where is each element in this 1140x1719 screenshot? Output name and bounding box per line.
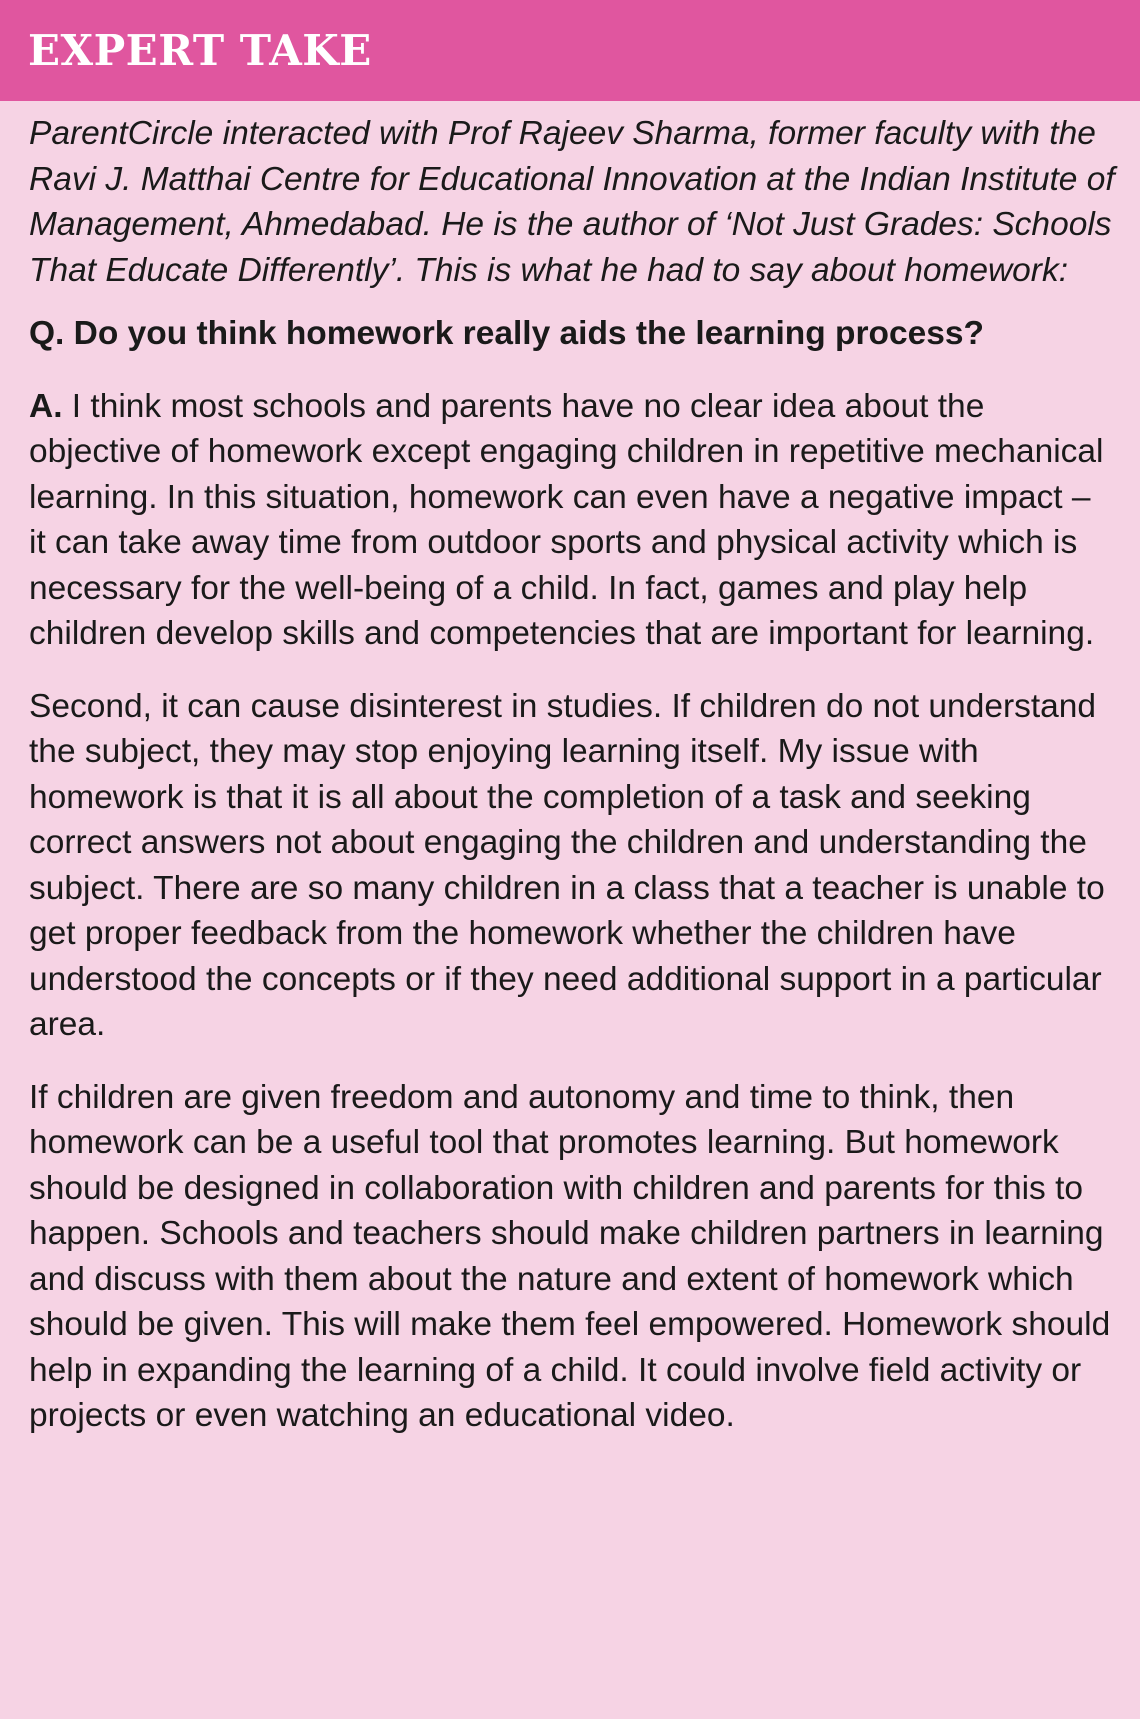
answer-prefix: A. [29,387,63,425]
answer-paragraph-3: If children are given freedom and autonomy and time to think, then homework can be a useful tool that promotes learning. But homework should be designed in collaboration with children and parents for this to happen. Schools and teachers should make children partners in learning and discuss with them about the nature and extent of homework which should be given. This will make them feel empowered. Homework should help in expanding the learning of a child. It could involve field activity or projects or even watching an educational video. [29,1078,1111,1434]
header-bar [0,0,1140,101]
intro-paragraph: ParentCircle interacted with Prof Rajeev Sharma, former faculty with the Ravi J. Matthai Centre for Educational Innovation at the Indian Institute of Management, Ahmedabad. He is the author of ‘Not Just Grades: Schools That Educate Differently’. This is what he had to say about homework: [29,115,1115,289]
answer-paragraph-1-text: I think most schools and parents have no clear idea about the objective of homework except engaging children in repetitive mechanical learning. In this situation, homework can even have a negative impact – it can take away time from outdoor sports and physical activity which is necessary for the well-being of a child. In fact, games and play help children develop skills and competencies that are important for learning. [29,387,1104,652]
article-content [0,101,1140,1439]
answer-paragraph-2: Second, it can cause disinterest in studies. If children do not understand the subject, they may stop enjoying learning itself. My issue with homework is that it is all about the completion of a task and seeking correct answers not about engaging the children and understanding the subject. There are so many children in a class that a teacher is unable to get proper feedback from the homework whether the children have understood the concepts or if they need additional support in a particular area. [29,687,1105,1043]
section-title: EXPERT TAKE [28,26,372,75]
answer-paragraph-1 [29,384,1116,657]
interview-question: Q. Do you think homework really aids the learning process? [29,315,984,352]
